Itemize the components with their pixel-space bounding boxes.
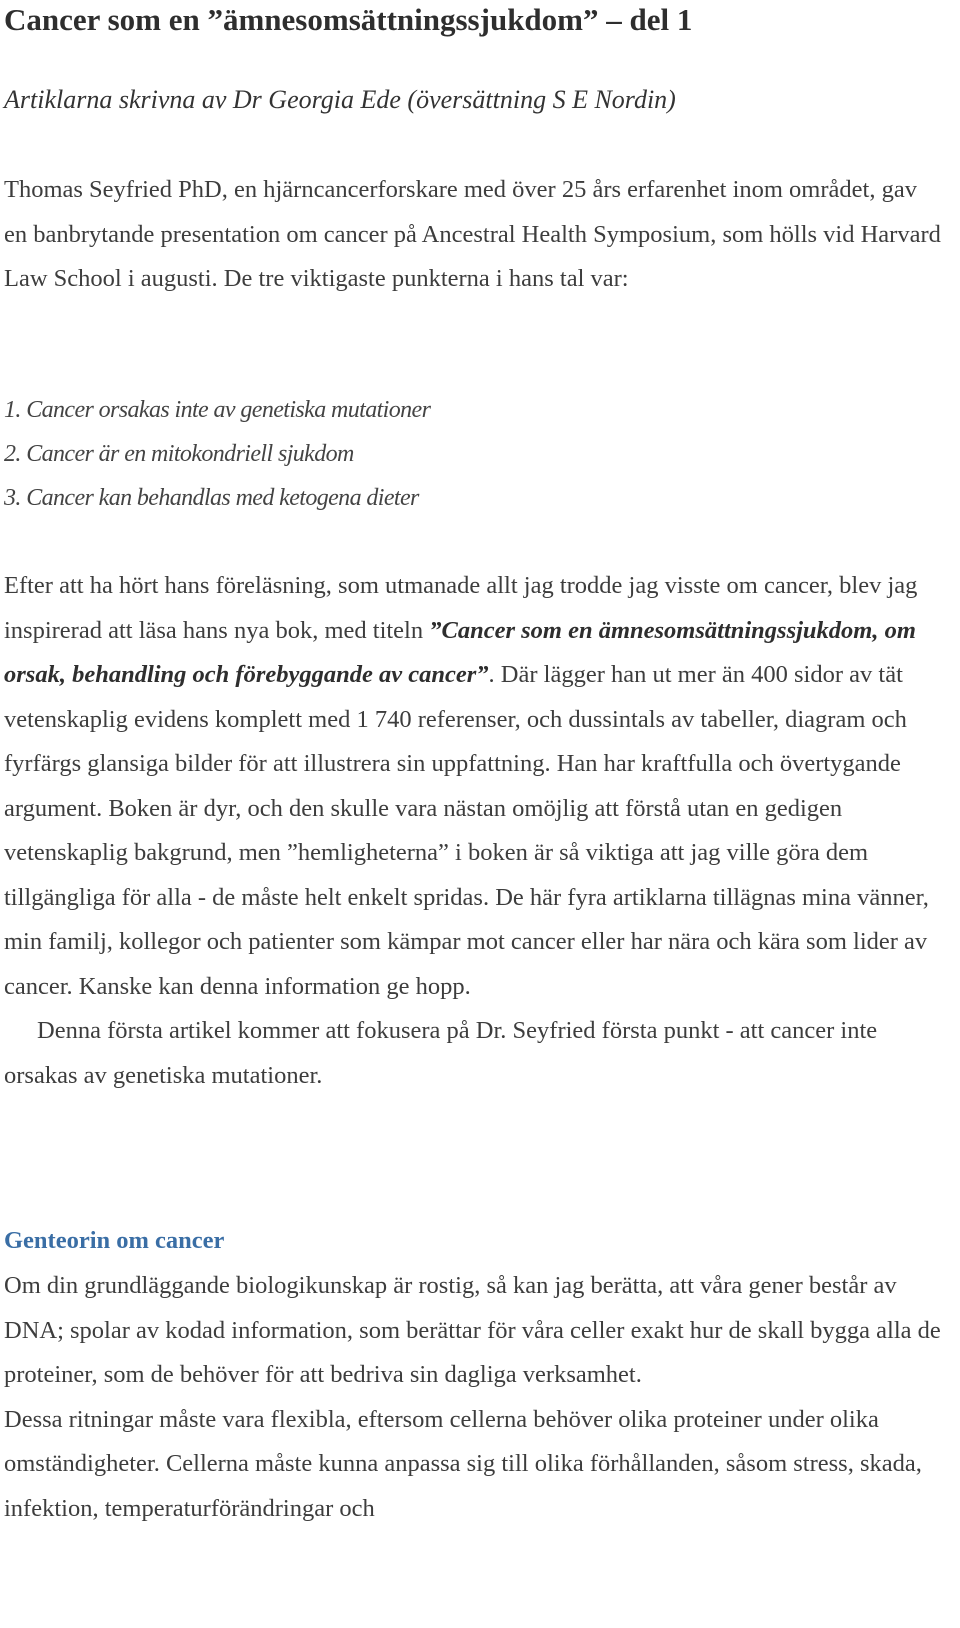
body-text: Denna första artikel kommer att fokusera på Dr. Seyfried första punkt - att cancer inte orsakas av genetiska mutationer. — [4, 1017, 878, 1089]
list-item: 3. Cancer kan behandlas med ketogena dieter — [4, 485, 419, 511]
list-item: 1. Cancer orsakas inte av genetiska mutationer — [4, 397, 431, 423]
body-text: Efter att ha hört hans föreläsning, som utmanade allt jag trodde jag visste om cancer, blev jag inspirerad att läsa hans nya bok, med titeln — [4, 572, 918, 644]
author-subtitle: Artiklarna skrivna av Dr Georgia Ede (översättning S E Nordin) — [4, 85, 676, 114]
intro-paragraph: Thomas Seyfried PhD, en hjärncancerforskare med över 25 års erfarenhet inom området, gav en banbrytande presentation om cancer på Ancestral Health Symposium, som hölls vid Harvard Law School i augusti. De tre viktigaste punkterna i hans tal var: — [4, 176, 941, 292]
page-title: Cancer som en ”ämnesomsättningssjukdom” – del 1 — [4, 2, 693, 37]
section-heading: Genteorin om cancer — [4, 1227, 225, 1254]
book-title: ”Cancer som en ämnesomsättningssjukdom, om orsak, behandling och förebyggande av cancer” — [4, 616, 916, 688]
body-text: Dessa ritningar måste vara flexibla, eftersom cellerna behöver olika proteiner under olika omständigheter. Cellerna måste kunna anpassa sig till olika förhållanden, såsom stress, skada, infektion, temperaturförändringar och — [4, 1405, 922, 1522]
body-text: Om din grundläggande biologikunskap är rostig, så kan jag berätta, att våra gener består av DNA; spolar av kodad information, som berättar för våra celler exakt hur de skall bygga alla de proteiner, som de behöver för att bedriva sin dagliga verksamhet. — [4, 1272, 941, 1388]
section-body — [4, 1264, 954, 1531]
body-paragraph — [4, 564, 954, 1098]
body-text: . Där lägger han ut mer än 400 sidor av tät vetenskaplig evidens komplett med 1 740 referenser, och dussintals av tabeller, diagram och fyrfärgs glansiga bilder för att illustrera sin uppfattning. Han har kraftfulla och övertygande argument. Boken är dyr, och den skulle vara nästan omöjlig att förstå utan en gedigen vetenskaplig bakgrund, men ”hemligheterna” i boken är så viktiga att jag ville göra dem tillgängliga för alla - de måste helt enkelt spridas. De här fyra artiklarna tillägnas mina vänner, min familj, kollegor och patienter som kämpar mot cancer eller har nära och kära som lider av cancer. Kanske kan denna information ge hopp. — [4, 661, 929, 1000]
second-paragraph — [4, 1009, 954, 1098]
list-item: 2. Cancer är en mitokondriell sjukdom — [4, 441, 354, 467]
key-points-list — [4, 388, 430, 520]
